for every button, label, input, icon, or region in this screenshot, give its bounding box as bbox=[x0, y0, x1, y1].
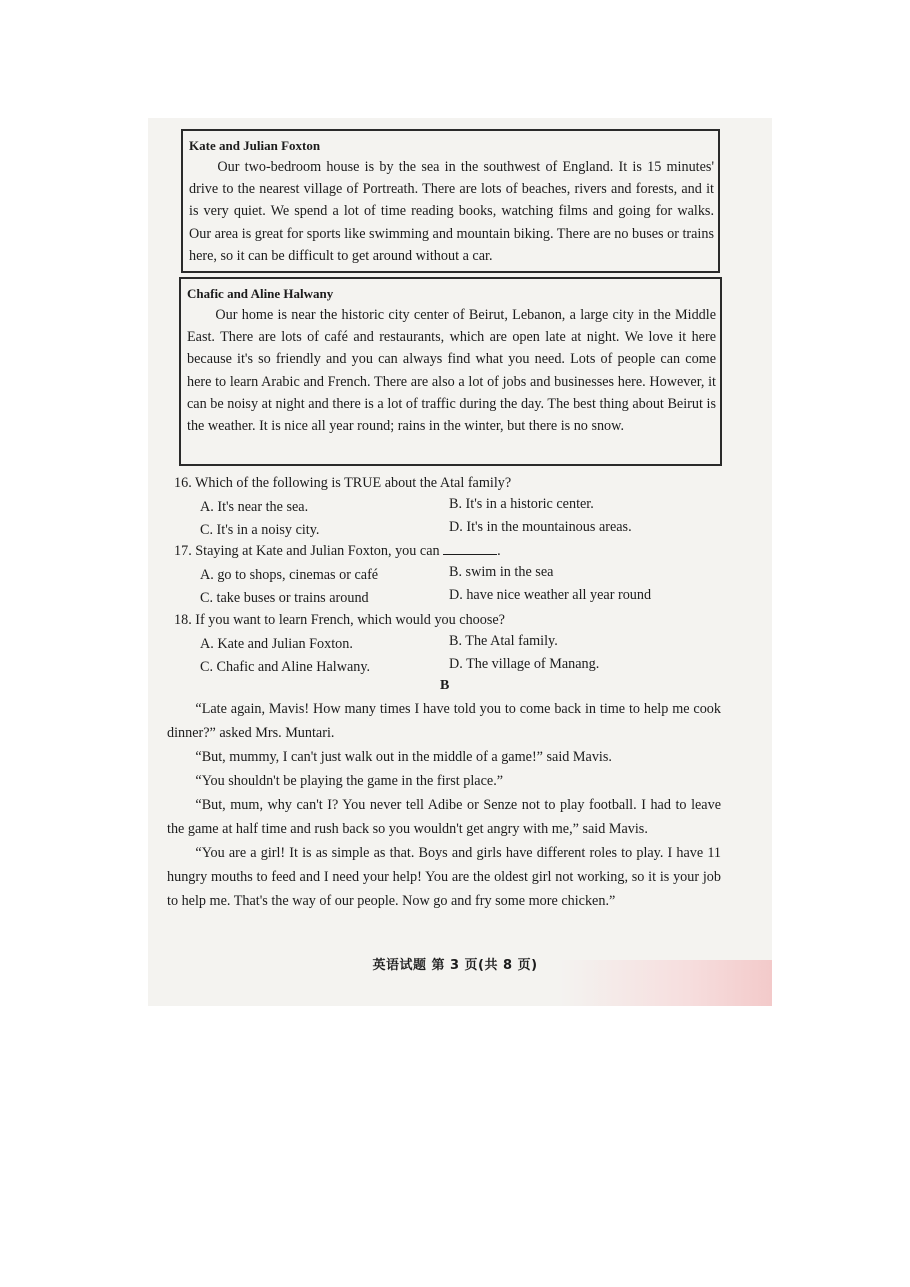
option-a: A. Kate and Julian Foxton. bbox=[200, 636, 353, 652]
option-b: B. The Atal family. bbox=[449, 633, 558, 649]
passage-paragraph: “But, mummy, I can't just walk out in the middle of a game!” said Mavis. bbox=[195, 749, 612, 765]
question-stem-end: . bbox=[497, 543, 501, 559]
question-stem: 16. Which of the following is TRUE about the Atal family? bbox=[174, 475, 512, 491]
passage-paragraph: “But, mum, why can't I? You never tell Adibe or Senze not to play football. I had to leave the game at half time and rush back so you wouldn't get angry with me,” said Mavis. bbox=[167, 797, 721, 837]
option-d: D. have nice weather all year round bbox=[449, 587, 652, 603]
passage-paragraph: “Late again, Mavis! How many times I have told you to come back in time to help me cook dinner?” asked Mrs. Muntari. bbox=[167, 701, 721, 741]
option-c: C. It's in a noisy city. bbox=[200, 522, 320, 538]
profile-text: Our home is near the historic city center of Beirut, Lebanon, a large city in the Middle East. There are lots of café and restaurants, which are open late at night. We love it here because it's so friendly and you can always find what you need. Lots of people can come here to learn Arabic and French. There are also a lot of jobs and businesses here. However, it can be noisy at night and there is a lot of traffic during the day. The best thing about Beirut is the weather. It is nice all year round; rains in the winter, but there is no snow. bbox=[187, 307, 716, 435]
question-stem bbox=[174, 541, 501, 561]
profile-box-foxton bbox=[181, 129, 720, 273]
profile-title: Kate and Julian Foxton bbox=[189, 138, 321, 153]
option-d: D. It's in the mountainous areas. bbox=[449, 519, 632, 535]
option-a: A. It's near the sea. bbox=[200, 499, 309, 515]
section-heading: B bbox=[440, 678, 450, 693]
option-c: C. take buses or trains around bbox=[200, 590, 369, 606]
option-d: D. The village of Manang. bbox=[449, 656, 600, 672]
option-b: B. It's in a historic center. bbox=[449, 496, 594, 512]
option-a: A. go to shops, cinemas or café bbox=[200, 567, 379, 583]
profile-box-halwany bbox=[179, 277, 722, 466]
passage-paragraph: “You are a girl! It is as simple as that. Boys and girls have different roles to play. I have 11 hungry mouths to feed and I need your help! You are the oldest girl not working, so it is your job to help me. That's the way of our people. Now go and fry some more chicken.” bbox=[167, 845, 721, 909]
question-stem-text: 17. Staying at Kate and Julian Foxton, you can bbox=[174, 543, 440, 559]
question-stem: 18. If you want to learn French, which would you choose? bbox=[174, 612, 505, 628]
option-c: C. Chafic and Aline Halwany. bbox=[200, 659, 371, 675]
option-b: B. swim in the sea bbox=[449, 564, 554, 580]
passage-paragraph: “You shouldn't be playing the game in the first place.” bbox=[195, 773, 504, 789]
page-footer: 英语试题 第 3 页(共 8 页) bbox=[372, 958, 538, 973]
profile-text: Our two-bedroom house is by the sea in the southwest of England. It is 15 minutes' drive to the nearest village of Portreath. There are lots of beaches, rivers and forests, and it is very quiet. We spend a lot of time reading books, watching films and going for walks. Our area is great for sports like swimming and mountain biking. There are no buses or trains here, so it can be difficult to get around without a car. bbox=[189, 159, 714, 264]
profile-title: Chafic and Aline Halwany bbox=[187, 286, 334, 301]
answer-blank bbox=[443, 541, 497, 555]
reading-passage bbox=[167, 697, 721, 913]
